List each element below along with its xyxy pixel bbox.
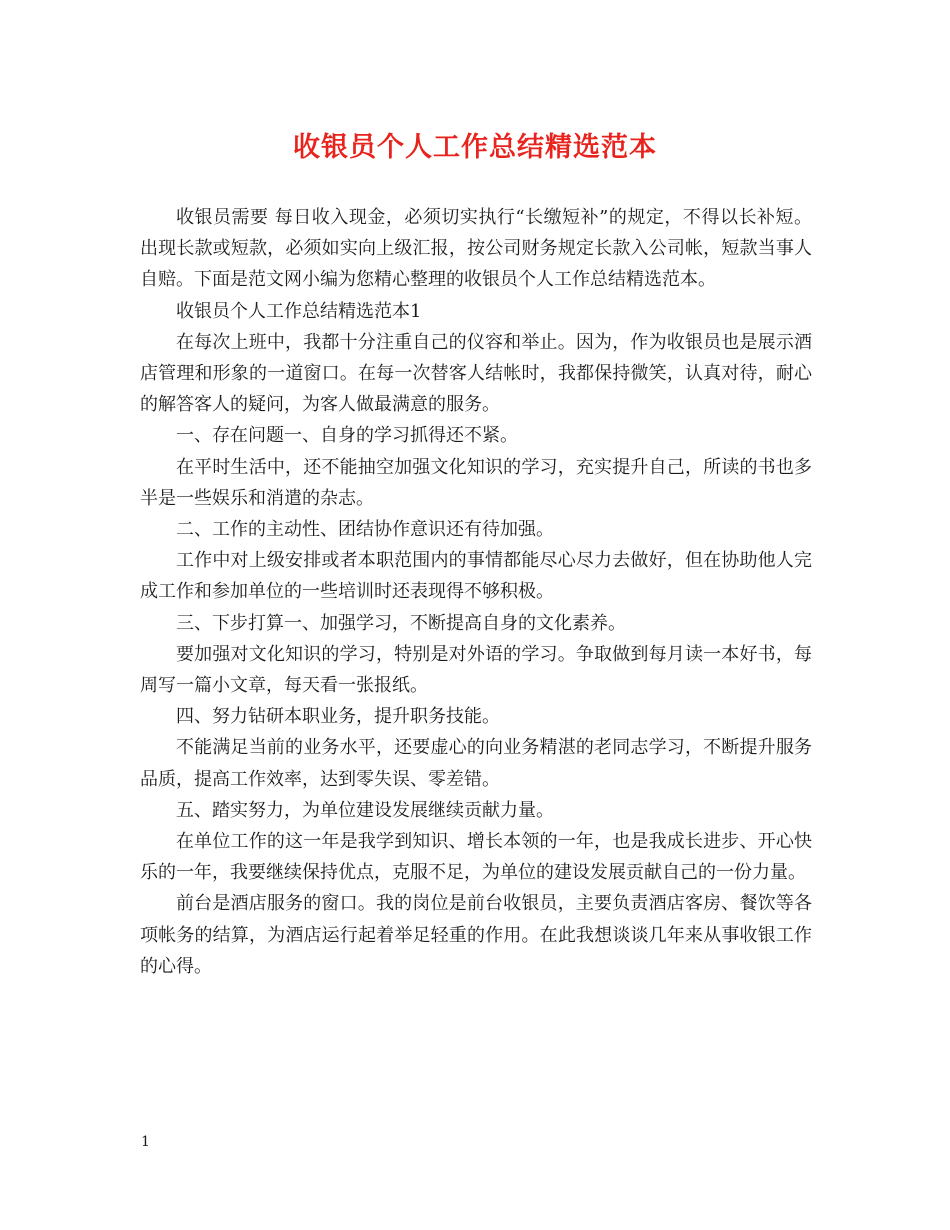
paragraph: 在平时生活中，还不能抽空加强文化知识的学习，充实提升自己，所读的书也多半是一些娱乐和消遣的杂志。 [140, 456, 812, 509]
page-number: 1 [141, 1134, 150, 1150]
paragraph: 在单位工作的这一年是我学到知识、增长本领的一年，也是我成长进步、开心快乐的一年，我要继续保持优点，克服不足，为单位的建设发展贡献自己的一份力量。 [140, 831, 812, 884]
section-heading: 二、工作的主动性、团结协作意识还有待加强。 [176, 519, 554, 541]
paragraph: 不能满足当前的业务水平，还要虚心的向业务精湛的老同志学习，不断提升服务品质，提高工作效率，达到零失误、零差错。 [140, 737, 812, 790]
paragraph: 要加强对文化知识的学习，特别是对外语的学习。争取做到每月读一本好书，每周写一篇小文章，每天看一张报纸。 [140, 643, 812, 697]
section-heading: 四、努力钻研本职业务，提升职务技能。 [176, 706, 500, 728]
section-heading: 一、存在问题一、自身的学习抓得还不紧。 [176, 425, 518, 447]
document-title: 收银员个人工作总结精选范本 [293, 132, 657, 163]
paragraph-intro: 收银员需要 每日收入现金，必须切实执行“长缴短补”的规定，不得以长补短。出现长款或短款，必须如实向上级汇报，按公司财务规定长款入公司帐，短款当事人自赔。下面是范文网小编为您精心整理的收银员个人工作总结精选范本。 [140, 207, 812, 291]
section-heading: 五、踏实努力，为单位建设发展继续贡献力量。 [176, 799, 554, 821]
paragraph: 在每次上班中，我都十分注重自己的仪容和举止。因为，作为收银员也是展示酒店管理和形象的一道窗口。在每一次替客人结帐时，我都保持微笑，认真对待，耐心的解答客人的疑问，为客人做最满意的服务。 [140, 331, 812, 416]
paragraph: 工作中对上级安排或者本职范围内的事情都能尽心尽力去做好，但在协助他人完成工作和参加单位的一些培训时还表现得不够积极。 [140, 550, 812, 603]
paragraph-subtitle: 收银员个人工作总结精选范本1 [176, 300, 422, 322]
section-heading: 三、下步打算一、加强学习，不断提高自身的文化素养。 [176, 612, 626, 634]
paragraph: 前台是酒店服务的窗口。我的岗位是前台收银员，主要负责酒店客房、餐饮等各项帐务的结算，为酒店运行起着举足轻重的作用。在此我想谈谈几年来从事收银工作的心得。 [140, 893, 812, 977]
document-body [140, 202, 812, 982]
